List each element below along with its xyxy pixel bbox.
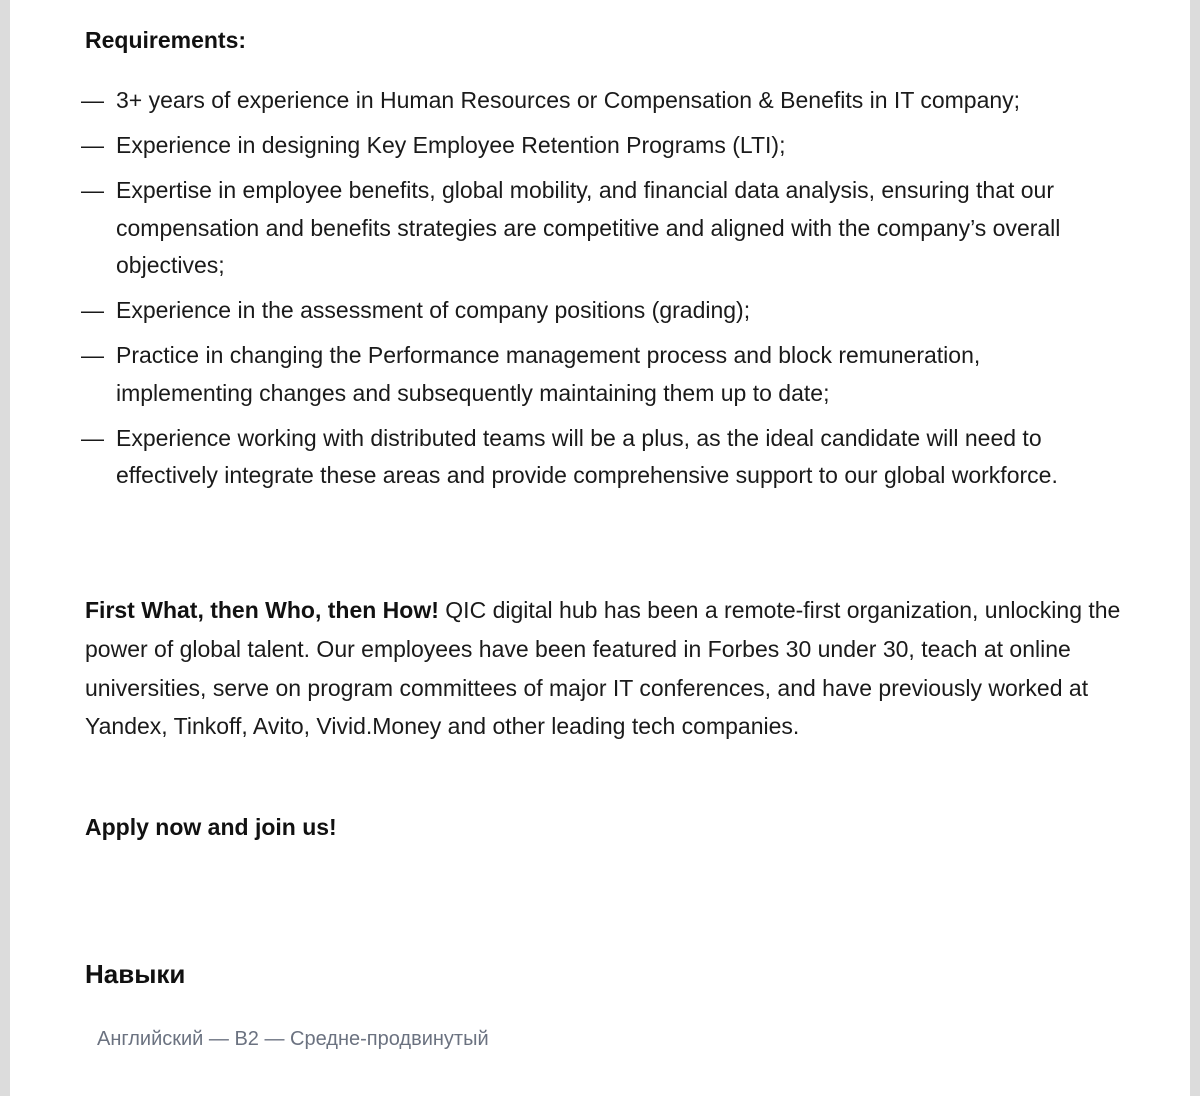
requirement-text: Experience in the assessment of company positions (grading); — [116, 297, 751, 323]
dash-bullet: — — [81, 87, 104, 113]
requirement-item — [81, 292, 1095, 330]
requirements-heading: Requirements: — [85, 27, 247, 53]
apply-callout: Apply now and join us! — [85, 814, 337, 840]
dash-bullet: — — [81, 297, 104, 323]
dash-bullet: — — [81, 424, 104, 451]
about-company-paragraph — [85, 591, 1125, 746]
requirement-item — [81, 420, 1095, 495]
requirement-item — [81, 127, 1095, 165]
about-lead: First What, then Who, then How! — [85, 597, 439, 623]
requirement-item — [81, 337, 1095, 412]
requirements-list — [81, 82, 1095, 502]
dash-bullet: — — [81, 132, 104, 158]
dash-bullet: — — [81, 177, 104, 203]
requirement-item — [81, 172, 1095, 285]
skill-tag-english: Английский — B2 — Средне-продвинутый — [97, 1028, 489, 1050]
dash-bullet: — — [81, 342, 104, 368]
requirement-item — [81, 82, 1095, 120]
document-page — [10, 0, 1190, 1096]
requirement-text: Expertise in employee benefits, global mobility, and financial data analysis, ensuring that our compensation and benefits strategies are competitive and aligned with the company’s overall objectives; — [116, 177, 1061, 278]
requirement-text: 3+ years of experience in Human Resources or Compensation & Benefits in IT company; — [116, 87, 1021, 113]
about-text: QIC digital hub has been a remote-first organization, unlocking the power of global talent. Our employees have been featured in Forbes 30 under 30, teach at online universities, serve on program committees of major IT conferences, and have previously worked at Yandex, Tinkoff, Avito, Vivid.Money and other leading tech companies. — [85, 597, 1121, 740]
skills-heading: Навыки — [85, 959, 186, 989]
requirement-text: Experience in designing Key Employee Retention Programs (LTI); — [116, 132, 786, 158]
requirement-text: Practice in changing the Performance management process and block remuneration, implementing changes and subsequently maintaining them up to date; — [116, 342, 981, 406]
requirement-text: Experience working with distributed teams will be a plus, as the ideal candidate will need to effectively integrate these areas and provide comprehensive support to our global workforce. — [116, 424, 1058, 488]
